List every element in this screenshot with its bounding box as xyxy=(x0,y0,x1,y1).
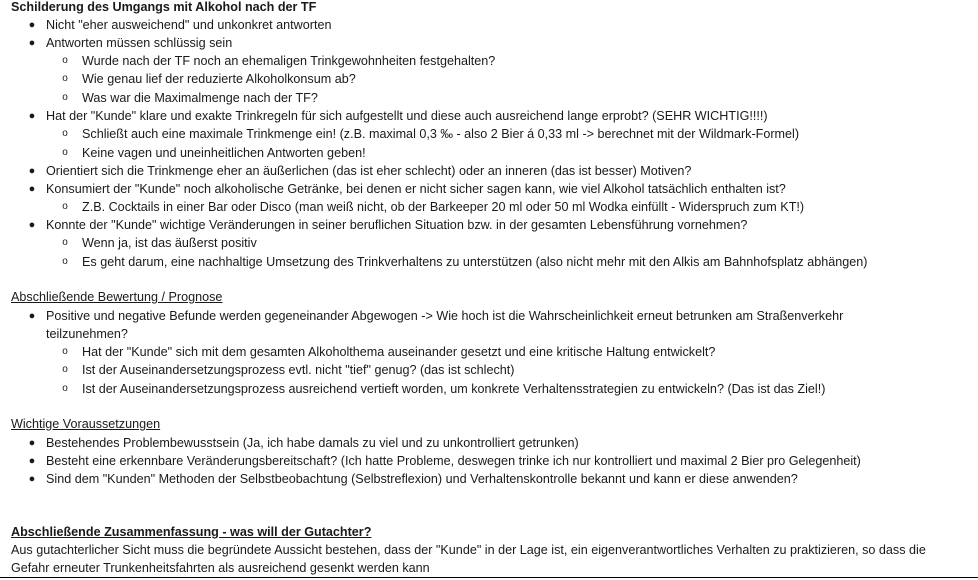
bullet-icon: ● xyxy=(28,437,36,449)
list-item: Positive und negative Befunde werden gegeneinander Abgewogen -> Wie hoch ist die Wahrscheinlichkeit erneut betrunken am Straßenverkehr xyxy=(46,309,844,323)
circle-bullet-icon: o xyxy=(62,128,68,139)
bullet-icon: ● xyxy=(28,19,36,31)
list-item: Hat der "Kunde" klare und exakte Trinkregeln für sich aufgestellt und diese auch ausreichend lange erprobt? (SEHR WICHTIG!!!!) xyxy=(46,109,768,123)
bullet-icon: ● xyxy=(28,165,36,177)
list-item: Konsumiert der "Kunde" noch alkoholische Getränke, bei denen er nicht sicher sagen kann, wie viel Alkohol tatsächlich enthalten ist? xyxy=(46,182,786,196)
summary-paragraph: Aus gutachterlicher Sicht muss die begründete Aussicht bestehen, dass der "Kunde" in der Lage ist, ein eigenverantwortliches Verhalten zu praktizieren, so dass die Gefahr erneuter Trunkenheitsfahrten als ausreichend gesenkt werden kann xyxy=(11,543,926,575)
list-item: Orientiert sich die Trinkmenge eher an äußerlichen (das ist eher schlecht) oder an inneren (das ist besser) Motiven? xyxy=(46,164,692,178)
section-title-umgang: Schilderung des Umgangs mit Alkohol nach der TF xyxy=(11,0,317,14)
bullet-icon: ● xyxy=(28,183,36,195)
sub-list-item: Hat der "Kunde" sich mit dem gesamten Alkoholthema auseinander gesetzt und eine kritische Haltung entwickelt? xyxy=(82,345,716,359)
circle-bullet-icon: o xyxy=(62,92,68,103)
sub-list-item: Es geht darum, eine nachhaltige Umsetzung des Trinkverhaltens zu unterstützen (also nicht mehr mit den Alkis am Bahnhofsplatz abhängen) xyxy=(82,255,868,269)
sub-list-item: Wurde nach der TF noch an ehemaligen Trinkgewohnheiten festgehalten? xyxy=(82,54,496,68)
list-item: Bestehendes Problembewusstsein (Ja, ich habe damals zu viel und zu unkontrolliert getrunken) xyxy=(46,436,579,450)
bullet-icon: ● xyxy=(28,473,36,485)
bullet-icon: ● xyxy=(28,110,36,122)
circle-bullet-icon: o xyxy=(62,55,68,66)
bottom-divider xyxy=(0,577,978,578)
circle-bullet-icon: o xyxy=(62,364,68,375)
bullet-icon: ● xyxy=(28,310,36,322)
circle-bullet-icon: o xyxy=(62,201,68,212)
sub-list-item: Schließt auch eine maximale Trinkmenge ein! (z.B. maximal 0,3 ‰ - also 2 Bier á 0,33 ml -> berechnet mit der Wildmark-Formel) xyxy=(82,127,800,141)
bullet-icon: ● xyxy=(28,219,36,231)
list-item: Konnte der "Kunde" wichtige Veränderungen in seiner beruflichen Situation bzw. in der gesamten Lebensführung vornehmen? xyxy=(46,218,748,232)
list-item: Besteht eine erkennbare Veränderungsbereitschaft? (Ich hatte Probleme, deswegen trinke ich nur kontrolliert und maximal 2 Bier pro Gelegenheit) xyxy=(46,454,861,468)
circle-bullet-icon: o xyxy=(62,346,68,357)
list-item: Sind dem "Kunden" Methoden der Selbstbeobachtung (Selbstreflexion) und Verhaltenskontrolle bekannt und kann er diese anwenden? xyxy=(46,472,798,486)
list-item-continuation: teilzunehmen? xyxy=(46,327,128,341)
circle-bullet-icon: o xyxy=(62,383,68,394)
sub-list-item: Wie genau lief der reduzierte Alkoholkonsum ab? xyxy=(82,72,356,86)
circle-bullet-icon: o xyxy=(62,147,68,158)
sub-list-item: Wenn ja, ist das äußerst positiv xyxy=(82,236,257,250)
bullet-icon: ● xyxy=(28,37,36,49)
list-item: Antworten müssen schlüssig sein xyxy=(46,36,233,50)
circle-bullet-icon: o xyxy=(62,73,68,84)
sub-list-item: Keine vagen und uneinheitlichen Antworten geben! xyxy=(82,146,366,160)
section-title-zusammenfassung: Abschließende Zusammenfassung - was will der Gutachter? xyxy=(11,525,372,539)
section-title-bewertung: Abschließende Bewertung / Prognose xyxy=(11,290,223,304)
list-item: Nicht "eher ausweichend" und unkonkret antworten xyxy=(46,18,332,32)
circle-bullet-icon: o xyxy=(62,237,68,248)
circle-bullet-icon: o xyxy=(62,256,68,267)
sub-list-item: Ist der Auseinandersetzungsprozess ausreichend vertieft worden, um konkrete Verhaltensstrategien zu entwickeln? (Das ist das Ziel!) xyxy=(82,382,826,396)
sub-list-item: Ist der Auseinandersetzungsprozess evtl. nicht "tief" genug? (das ist schlecht) xyxy=(82,363,515,377)
sub-list-item: Z.B. Cocktails in einer Bar oder Disco (man weiß nicht, ob der Barkeeper 20 ml oder 50 ml Wodka einfüllt - Widerspruch zum KT!) xyxy=(82,200,805,214)
sub-list-item: Was war die Maximalmenge nach der TF? xyxy=(82,91,318,105)
section-title-voraussetzungen: Wichtige Voraussetzungen xyxy=(11,417,161,431)
bullet-icon: ● xyxy=(28,455,36,467)
